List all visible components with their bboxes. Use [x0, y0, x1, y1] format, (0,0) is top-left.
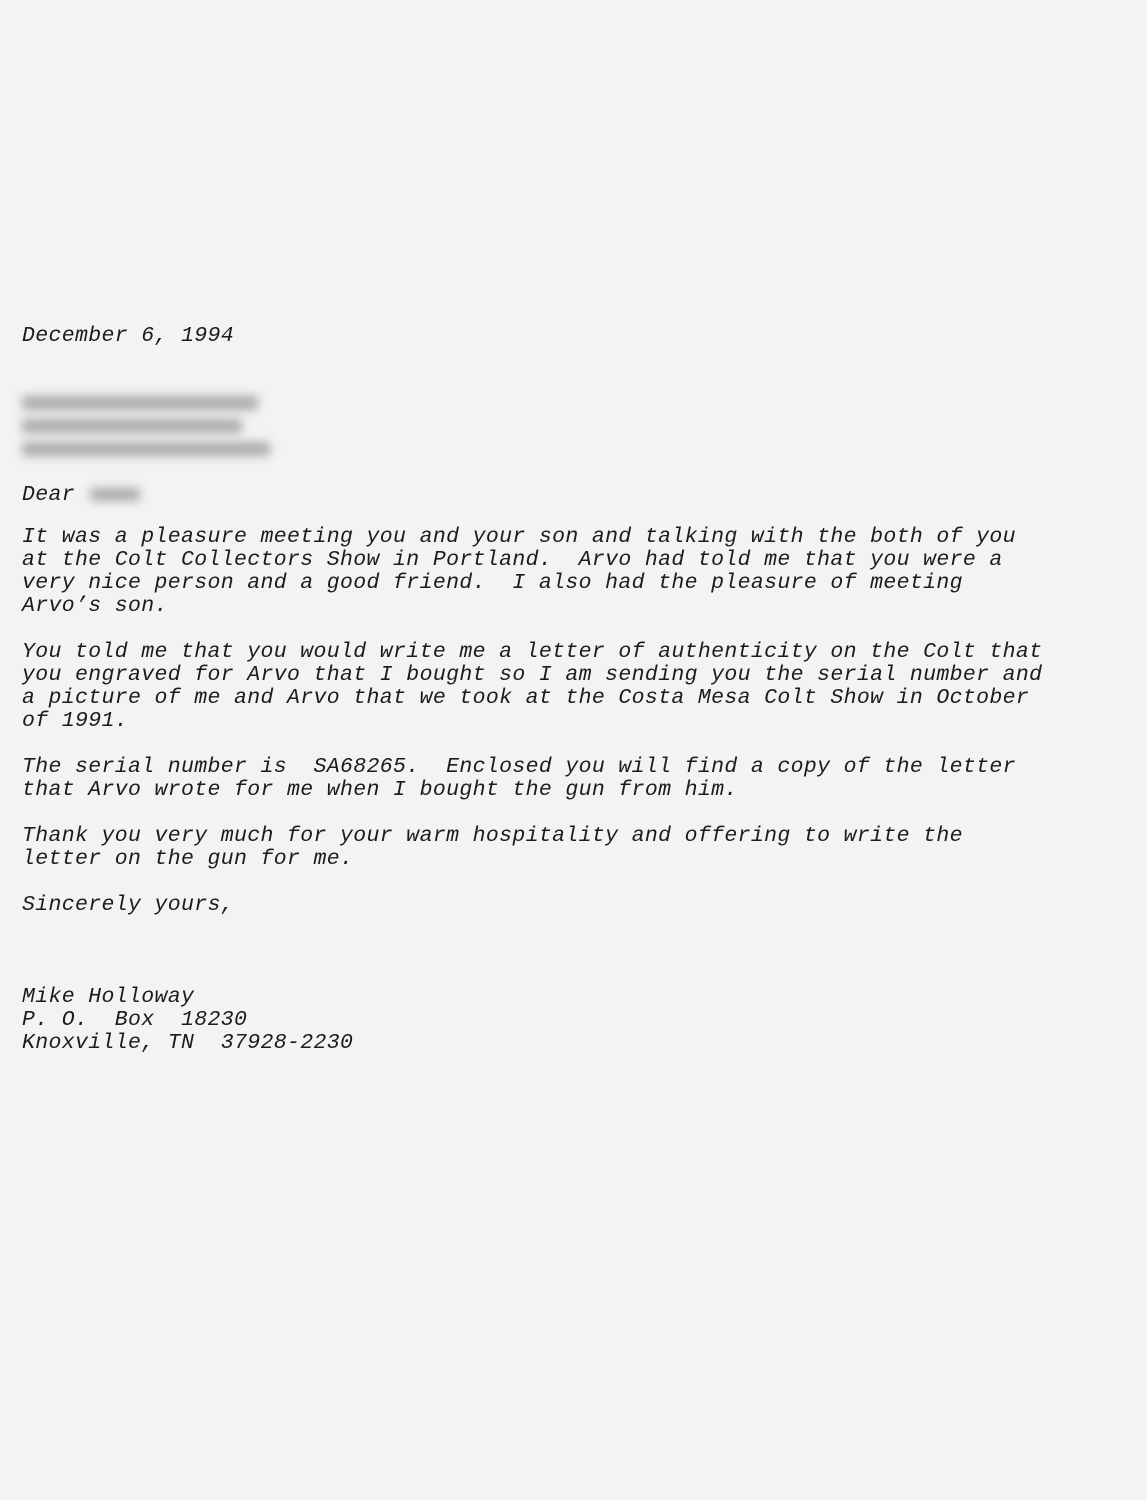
paragraph-2-line-2: you engraved for Arvo that I bought so I am sending you the serial number and	[22, 663, 1043, 687]
redacted-recipient-name	[22, 396, 258, 410]
paragraph-2-line-4: of 1991.	[22, 709, 129, 733]
letter-date: December 6, 1994	[22, 324, 235, 348]
paragraph-1-line-3: very nice person and a good friend. I also had the pleasure of meeting	[22, 571, 963, 595]
paragraph-1-line-2: at the Colt Collectors Show in Portland. Arvo had told me that you were a	[22, 548, 1003, 572]
redacted-recipient-first-name	[90, 488, 140, 501]
paragraph-3-line-1: The serial number is SA68265. Enclosed you will find a copy of the letter	[22, 755, 1016, 779]
signature-city: Knoxville, TN 37928-2230	[22, 1031, 354, 1055]
paragraph-1-line-4: Arvo’s son.	[22, 594, 168, 618]
signature-name: Mike Holloway	[22, 985, 195, 1009]
paragraph-3-line-2: that Arvo wrote for me when I bought the gun from him.	[22, 778, 738, 802]
paragraph-2-line-3: a picture of me and Arvo that we took at the Costa Mesa Colt Show in October	[22, 686, 1030, 710]
closing: Sincerely yours,	[22, 893, 235, 917]
signature-po-box: P. O. Box 18230	[22, 1008, 248, 1032]
redacted-recipient-city	[22, 442, 270, 456]
salutation: Dear	[22, 483, 76, 507]
redacted-recipient-street	[22, 419, 242, 433]
paragraph-1-line-1: It was a pleasure meeting you and your son and talking with the both of you	[22, 525, 1016, 549]
paragraph-2-line-1: You told me that you would write me a letter of authenticity on the Colt that	[22, 640, 1043, 664]
paragraph-4-line-1: Thank you very much for your warm hospitality and offering to write the	[22, 824, 963, 848]
paragraph-4-line-2: letter on the gun for me.	[22, 847, 354, 871]
